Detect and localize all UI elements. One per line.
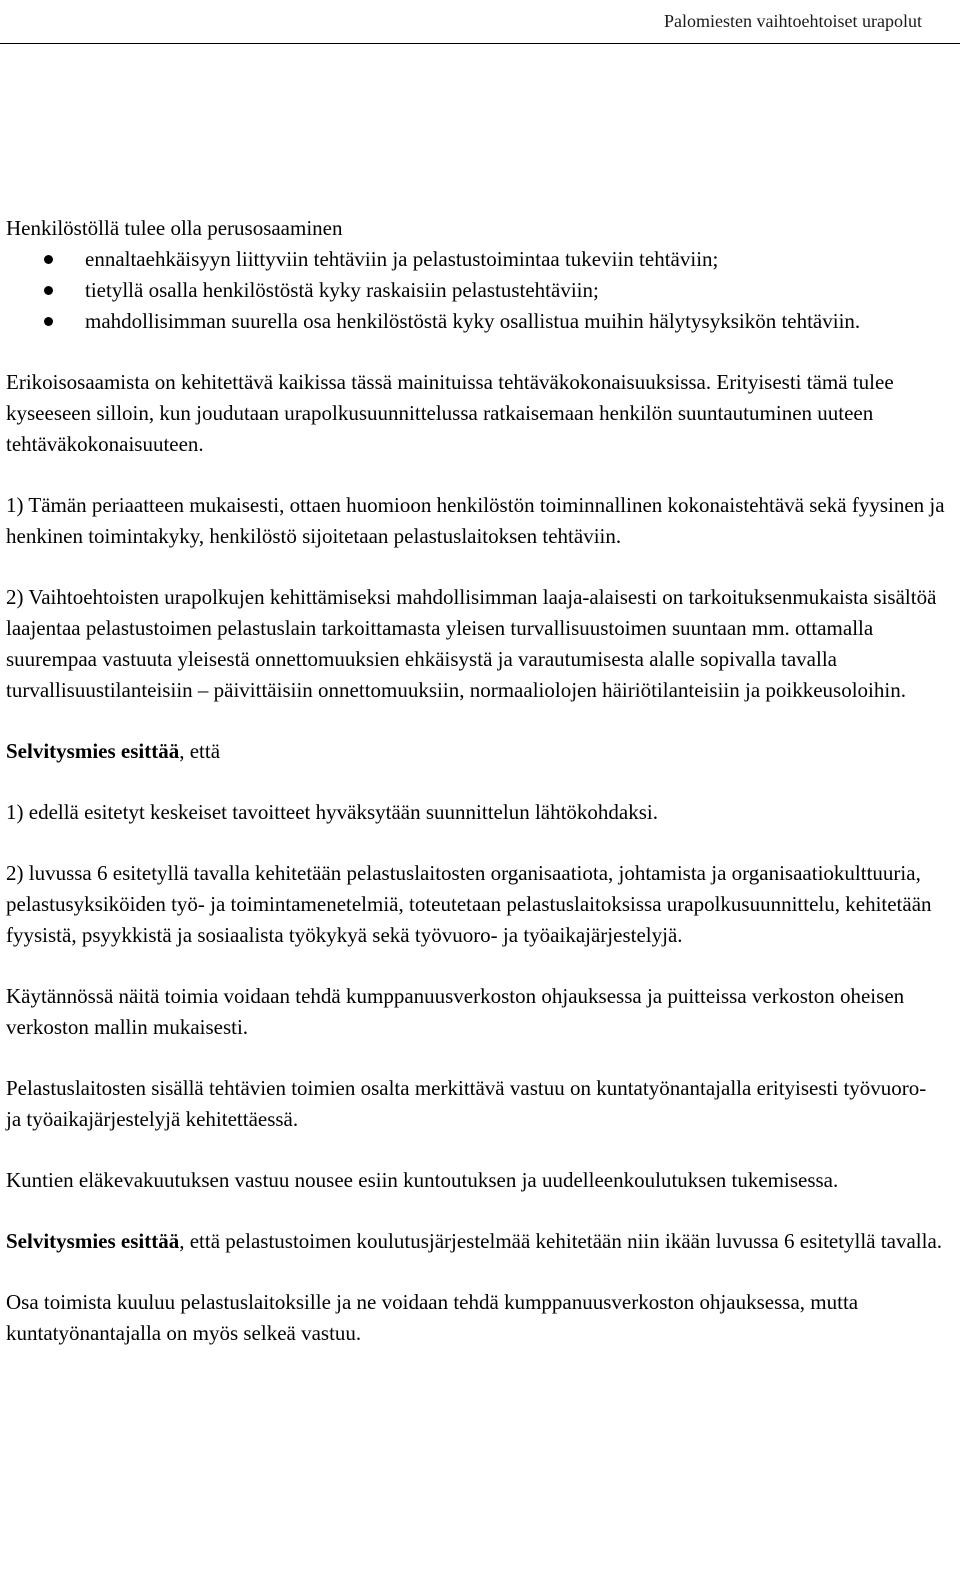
paragraph-principle-1: 1) Tämän periaatteen mukaisesti, ottaen huomioon henkilöstön toiminnallinen kokonaistehtävä sekä fyysinen ja henkinen toimintakyky, henkilöstö sijoitetaan pelastuslaitoksen tehtäviin. [6,493,945,548]
paragraph-practice: Käytännössä näitä toimia voidaan tehdä kumppanuusverkoston ohjauksessa ja puitteissa verkoston oheisen verkoston mallin mukaisesti. [6,984,905,1039]
proposal-intro-rest: , että [179,739,221,763]
training-proposal-rest: , että pelastustoimen koulutusjärjestelmää kehitetään niin ikään luvussa 6 esitetyllä tavalla. [179,1229,943,1253]
bullet-text: ennaltaehkäisyyn liittyviin tehtäviin ja pelastustoimintaa tukeviin tehtäviin; [85,247,719,271]
bullet-icon [44,317,53,326]
competence-bullet-list [6,244,946,337]
paragraph-principle-2: 2) Vaihtoehtoisten urapolkujen kehittämiseksi mahdollisimman laaja-alaisesti on tarkoituksenmukaista sisältöä laajentaa pelastustoimen pelastuslain tarkoittamasta yleisen turvallisuustoimen suuntaan mm. ottamalla suurempaa vastuuta yleisestä onnettomuuksien ehkäisystä ja varautumisesta alalle sopivalla tavalla turvallisuustilanteisiin – päivittäisiin onnettomuuksiin, normaaliolojen häiriötilanteisiin ja poikkeusoloihin. [6,585,937,702]
paragraph-proposal-1: 1) edellä esitetyt keskeiset tavoitteet hyväksytään suunnittelun lähtökohdaksi. [6,800,659,824]
paragraph-proposal-2: 2) luvussa 6 esitetyllä tavalla kehitetään pelastuslaitosten organisaatiota, johtamista ja organisaatiokulttuuria, pelastusyksiköiden työ- ja toimintamenetelmiä, toteutetaan pelastuslaitoksissa urapolkusuunnittelu, kehitetään fyysistä, psyykkistä ja sosiaalista työkykyä sekä työvuoro- ja työaikajärjestelyjä. [6,861,932,947]
paragraph-employer-responsibility: Pelastuslaitosten sisällä tehtävien toimien osalta merkittävä vastuu on kuntatyönantajalla erityisesti työvuoro- ja työaikajärjestelyjä kehitettäessä. [6,1076,927,1131]
paragraph-training-proposal [6,1226,946,1257]
paragraph-shared-responsibility: Osa toimista kuuluu pelastuslaitoksille ja ne voidaan tehdä kumppanuusverkoston ohjauksessa, mutta kuntatyönantajalla on myös selkeä vastuu. [6,1290,859,1345]
running-header-title: Palomiesten vaihtoehtoiset urapolut [664,11,922,31]
bullet-item [6,306,946,337]
page-header [0,0,960,44]
bullet-item [6,244,946,275]
paragraph-special-expertise: Erikoisosaamista on kehitettävä kaikissa tässä mainituissa tehtäväkokonaisuuksissa. Erityisesti tämä tulee kyseeseen silloin, kun joudutaan urapolkusuunnittelussa ratkaisemaan henkilön suuntautuminen uuteen tehtäväkokonaisuuteen. [6,370,894,456]
bullet-icon [44,255,53,264]
intro-line: Henkilöstöllä tulee olla perusosaaminen [6,216,343,240]
bullet-icon [44,286,53,295]
bullet-text: tietyllä osalla henkilöstöstä kyky raskaisiin pelastustehtäviin; [85,278,599,302]
document-body [6,213,946,1379]
paragraph-pension-insurance: Kuntien eläkevakuutuksen vastuu nousee esiin kuntoutuksen ja uudelleenkoulutuksen tukemisessa. [6,1168,839,1192]
bullet-item [6,275,946,306]
paragraph-proposal-intro [6,736,946,767]
proposal-label: Selvitysmies esittää [6,739,180,763]
proposal-label: Selvitysmies esittää [6,1229,180,1253]
bullet-text: mahdollisimman suurella osa henkilöstöstä kyky osallistua muihin hälytysyksikön tehtäviin. [85,309,861,333]
